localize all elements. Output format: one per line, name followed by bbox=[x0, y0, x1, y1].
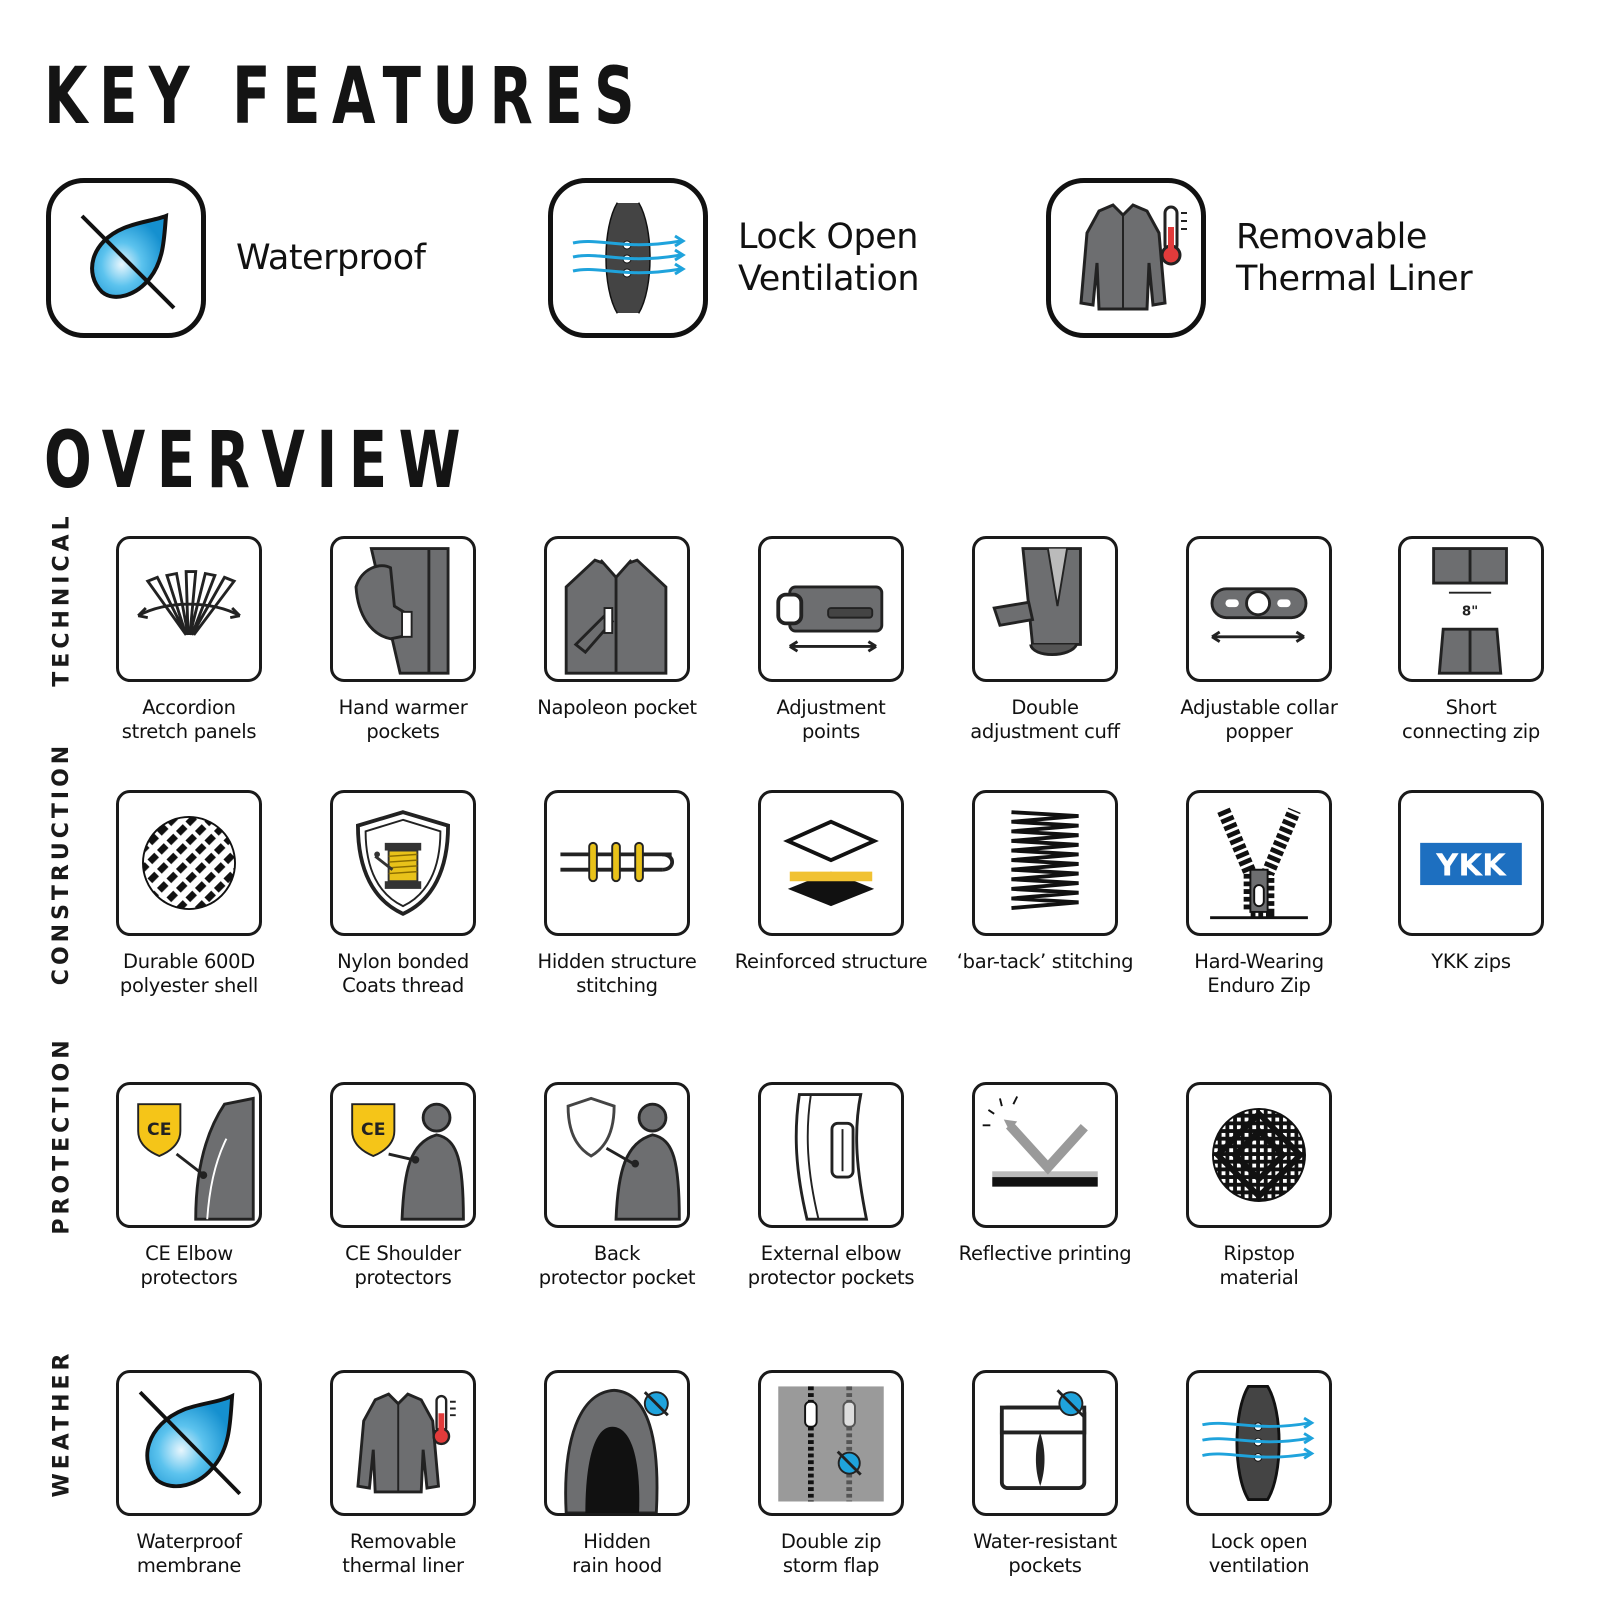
elbow-pocket-icon bbox=[758, 1082, 904, 1228]
reflective-icon bbox=[972, 1082, 1118, 1228]
feature-label: Hand warmer pockets bbox=[338, 696, 468, 743]
feature-label: Accordion stretch panels bbox=[121, 696, 257, 743]
accordion-icon bbox=[116, 536, 262, 682]
feature-label: Adjustable collar popper bbox=[1180, 696, 1338, 743]
enduro-zip-icon bbox=[1186, 790, 1332, 936]
ce-shoulder-icon bbox=[330, 1082, 476, 1228]
napoleon-pocket-icon bbox=[544, 536, 690, 682]
hidden-stitch-icon bbox=[544, 790, 690, 936]
adjustment-icon bbox=[758, 536, 904, 682]
feature-label: Hidden structure stitching bbox=[537, 950, 697, 997]
waterproof-membrane-icon bbox=[116, 1370, 262, 1516]
ripstop-icon bbox=[1186, 1082, 1332, 1228]
collar-popper-icon bbox=[1186, 536, 1332, 682]
svg-text:YKK: YKK bbox=[1436, 848, 1506, 884]
feature-label: Lock open ventilation bbox=[1208, 1530, 1310, 1577]
rain-hood-icon bbox=[544, 1370, 690, 1516]
feature-label: Short connecting zip bbox=[1402, 696, 1540, 743]
feature-label: Hard-Wearing Enduro Zip bbox=[1194, 950, 1324, 997]
cuff-icon bbox=[972, 536, 1118, 682]
water-resistant-pocket-icon bbox=[972, 1370, 1118, 1516]
feature-label: ‘bar-tack’ stitching bbox=[956, 950, 1134, 973]
feature-label: Reflective printing bbox=[958, 1242, 1132, 1265]
category-protection: PROTECTION bbox=[49, 1035, 75, 1235]
feature-label: External elbow protector pockets bbox=[747, 1242, 915, 1289]
feature-label: Adjustment points bbox=[776, 696, 886, 743]
feature-label: Reinforced structure bbox=[734, 950, 928, 973]
feature-label: Hidden rain hood bbox=[572, 1530, 662, 1577]
feature-label: Double adjustment cuff bbox=[970, 696, 1120, 743]
waterproof-icon bbox=[46, 178, 206, 338]
category-construction: CONSTRUCTION bbox=[49, 741, 75, 985]
storm-flap-icon bbox=[758, 1370, 904, 1516]
connecting-zip-icon bbox=[1398, 536, 1544, 682]
bar-tack-icon bbox=[972, 790, 1118, 936]
feature-label: Durable 600D polyester shell bbox=[119, 950, 259, 997]
back-protector-icon bbox=[544, 1082, 690, 1228]
svg-text:8": 8" bbox=[1461, 604, 1479, 620]
feature-label: Napoleon pocket bbox=[537, 696, 697, 719]
thermal-liner-icon bbox=[330, 1370, 476, 1516]
feature-label: Removable thermal liner bbox=[342, 1530, 464, 1577]
feature-label: CE Shoulder protectors bbox=[345, 1242, 461, 1289]
category-weather: WEATHER bbox=[49, 1348, 75, 1498]
key-features-heading: KEY FEATURES bbox=[44, 52, 647, 142]
feature-label: Double zip storm flap bbox=[780, 1530, 882, 1577]
hand-warmer-icon bbox=[330, 536, 476, 682]
svg-text:CE: CE bbox=[147, 1119, 172, 1140]
ventilation-icon bbox=[548, 178, 708, 338]
layers-icon bbox=[758, 790, 904, 936]
overview-heading: OVERVIEW bbox=[44, 416, 473, 506]
feature-label: Back protector pocket bbox=[538, 1242, 696, 1289]
feature-label: Waterproof membrane bbox=[136, 1530, 242, 1577]
feature-label: Ripstop material bbox=[1219, 1242, 1299, 1289]
thread-shield-icon bbox=[330, 790, 476, 936]
feature-label: Nylon bonded Coats thread bbox=[337, 950, 469, 997]
feature-label: CE Elbow protectors bbox=[140, 1242, 238, 1289]
key-feature-label: Removable Thermal Liner bbox=[1236, 217, 1473, 299]
category-technical: TECHNICAL bbox=[49, 511, 75, 687]
thermal-liner-icon bbox=[1046, 178, 1206, 338]
key-feature-label: Waterproof bbox=[236, 238, 426, 278]
feature-label: YKK zips bbox=[1431, 950, 1511, 973]
svg-text:CE: CE bbox=[361, 1119, 386, 1140]
key-feature-label: Lock Open Ventilation bbox=[738, 217, 920, 299]
ventilation-icon bbox=[1186, 1370, 1332, 1516]
ykk-logo-icon bbox=[1398, 790, 1544, 936]
ce-elbow-icon bbox=[116, 1082, 262, 1228]
feature-label: Water-resistant pockets bbox=[973, 1530, 1117, 1577]
polyester-icon bbox=[116, 790, 262, 936]
